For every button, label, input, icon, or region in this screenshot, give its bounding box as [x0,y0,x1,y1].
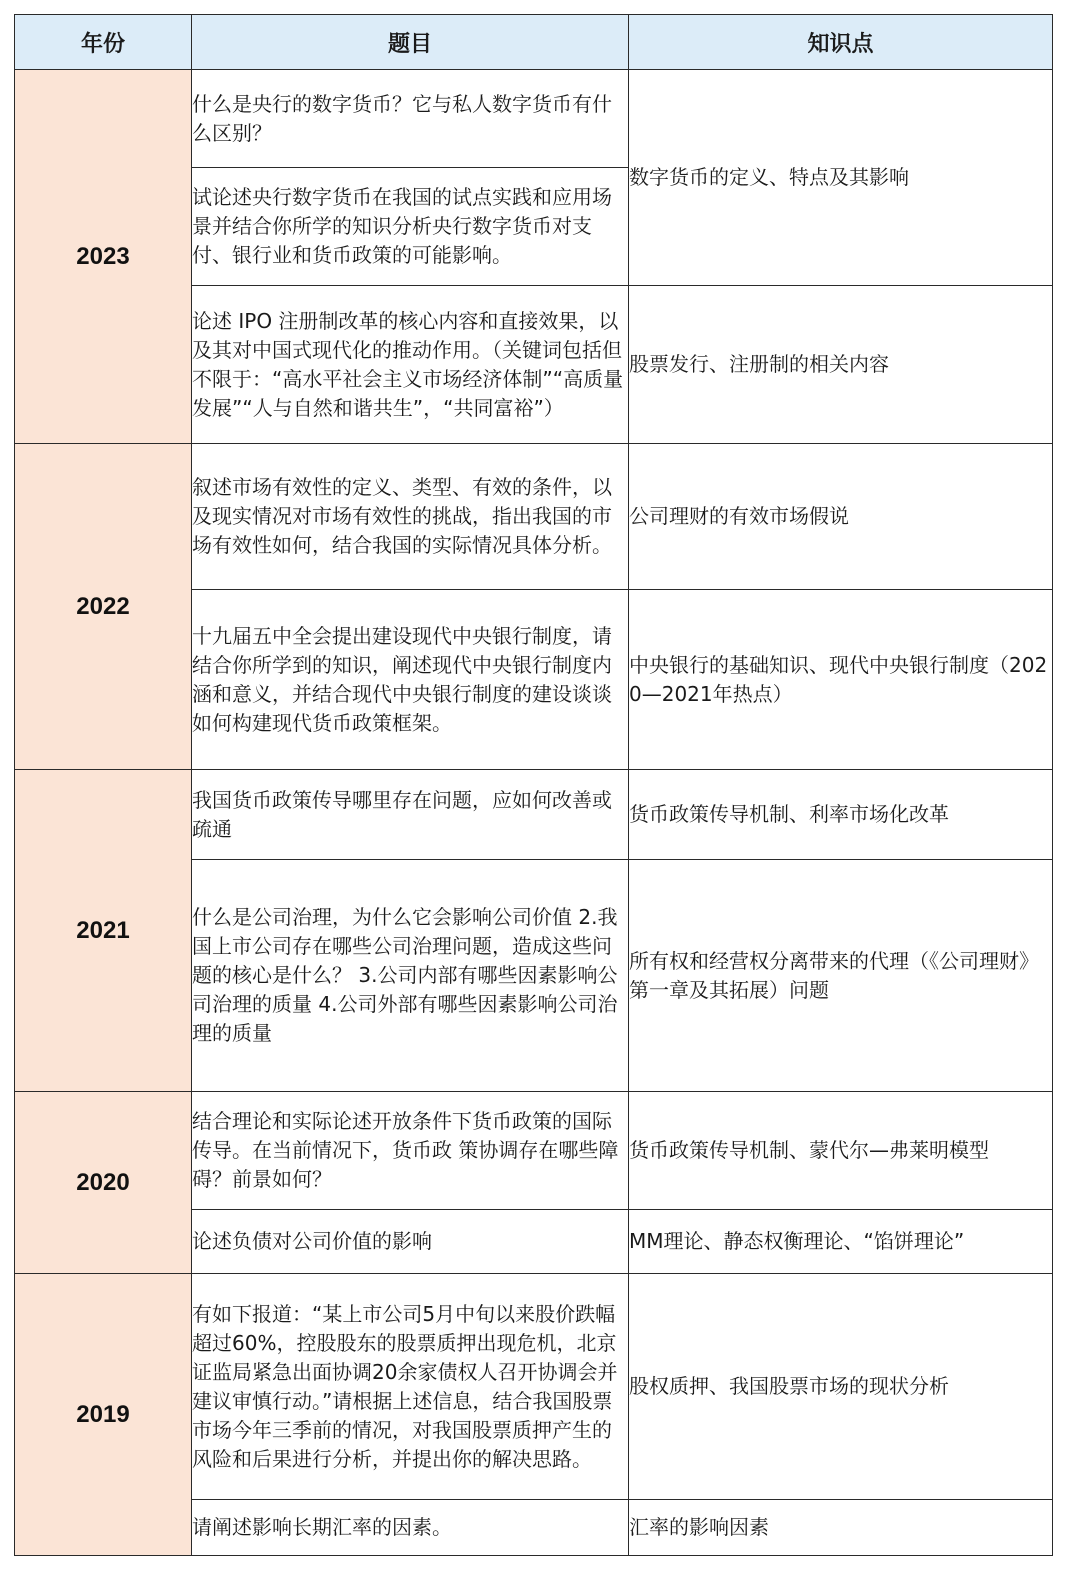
topic-cell: 论述负债对公司价值的影响 [192,1210,629,1274]
topic-cell: 什么是公司治理，为什么它会影响公司价值 2.我国上市公司存在哪些公司治理问题，造成这些问题的核心是什么？ 3.公司内部有哪些因素影响公司治理的质量 4.公司外部有哪些因素影响公司治理的质量 [192,860,629,1092]
point-cell: 汇率的影响因素 [629,1500,1053,1556]
point-cell: 货币政策传导机制、利率市场化改革 [629,770,1053,860]
point-cell: 公司理财的有效市场假说 [629,444,1053,590]
table-row [15,444,1053,590]
year-cell: 2023 [15,70,192,444]
table-row [15,1092,1053,1210]
point-cell: 所有权和经营权分离带来的代理（《公司理财》第一章及其拓展）问题 [629,860,1053,1092]
point-cell: MM理论、静态权衡理论、“馅饼理论” [629,1210,1053,1274]
year-cell: 2020 [15,1092,192,1274]
topic-cell: 叙述市场有效性的定义、类型、有效的条件，以及现实情况对市场有效性的挑战，指出我国的市场有效性如何，结合我国的实际情况具体分析。 [192,444,629,590]
topic-cell: 请阐述影响长期汇率的因素。 [192,1500,629,1556]
point-cell: 股票发行、注册制的相关内容 [629,286,1053,444]
year-cell: 2021 [15,770,192,1092]
topic-cell: 论述 IPO 注册制改革的核心内容和直接效果，以及其对中国式现代化的推动作用。（关键词包括但不限于：“高水平社会主义市场经济体制”“高质量发展”“人与自然和谐共生”，“共同富裕”） [192,286,629,444]
year-cell: 2022 [15,444,192,770]
topic-cell: 什么是央行的数字货币？它与私人数字货币有什么区别？ [192,70,629,168]
topic-cell: 有如下报道：“某上市公司5月中旬以来股价跌幅超过60%，控股股东的股票质押出现危机，北京证监局紧急出面协调20余家债权人召开协调会并建议审慎行动。”请根据上述信息，结合我国股票市场今年三季前的情况，对我国股票质押产生的风险和后果进行分析，并提出你的解决思路。 [192,1274,629,1500]
table-row [15,770,1053,860]
topic-cell: 试论述央行数字货币在我国的试点实践和应用场景并结合你所学的知识分析央行数字货币对支付、银行业和货币政策的可能影响。 [192,168,629,286]
table-row [15,70,1053,168]
header-year: 年份 [15,15,192,70]
point-cell: 股权质押、我国股票市场的现状分析 [629,1274,1053,1500]
header-row [15,15,1053,70]
table-row [15,1274,1053,1500]
point-cell: 货币政策传导机制、蒙代尔—弗莱明模型 [629,1092,1053,1210]
header-point: 知识点 [629,15,1053,70]
point-cell: 数字货币的定义、特点及其影响 [629,70,1053,286]
table-header [15,15,1053,70]
header-topic: 题目 [192,15,629,70]
topic-cell: 结合理论和实际论述开放条件下货币政策的国际传导。在当前情况下，货币政 策协调存在哪些障碍？前景如何？ [192,1092,629,1210]
topic-cell: 十九届五中全会提出建设现代中央银行制度，请结合你所学到的知识，阐述现代中央银行制度内涵和意义，并结合现代中央银行制度的建设谈谈如何构建现代货币政策框架。 [192,590,629,770]
year-cell: 2019 [15,1274,192,1556]
exam-topics-table [14,14,1053,1556]
point-cell: 中央银行的基础知识、现代中央银行制度（2020—2021年热点） [629,590,1053,770]
topic-cell: 我国货币政策传导哪里存在问题，应如何改善或疏通 [192,770,629,860]
table-body [15,70,1053,1556]
